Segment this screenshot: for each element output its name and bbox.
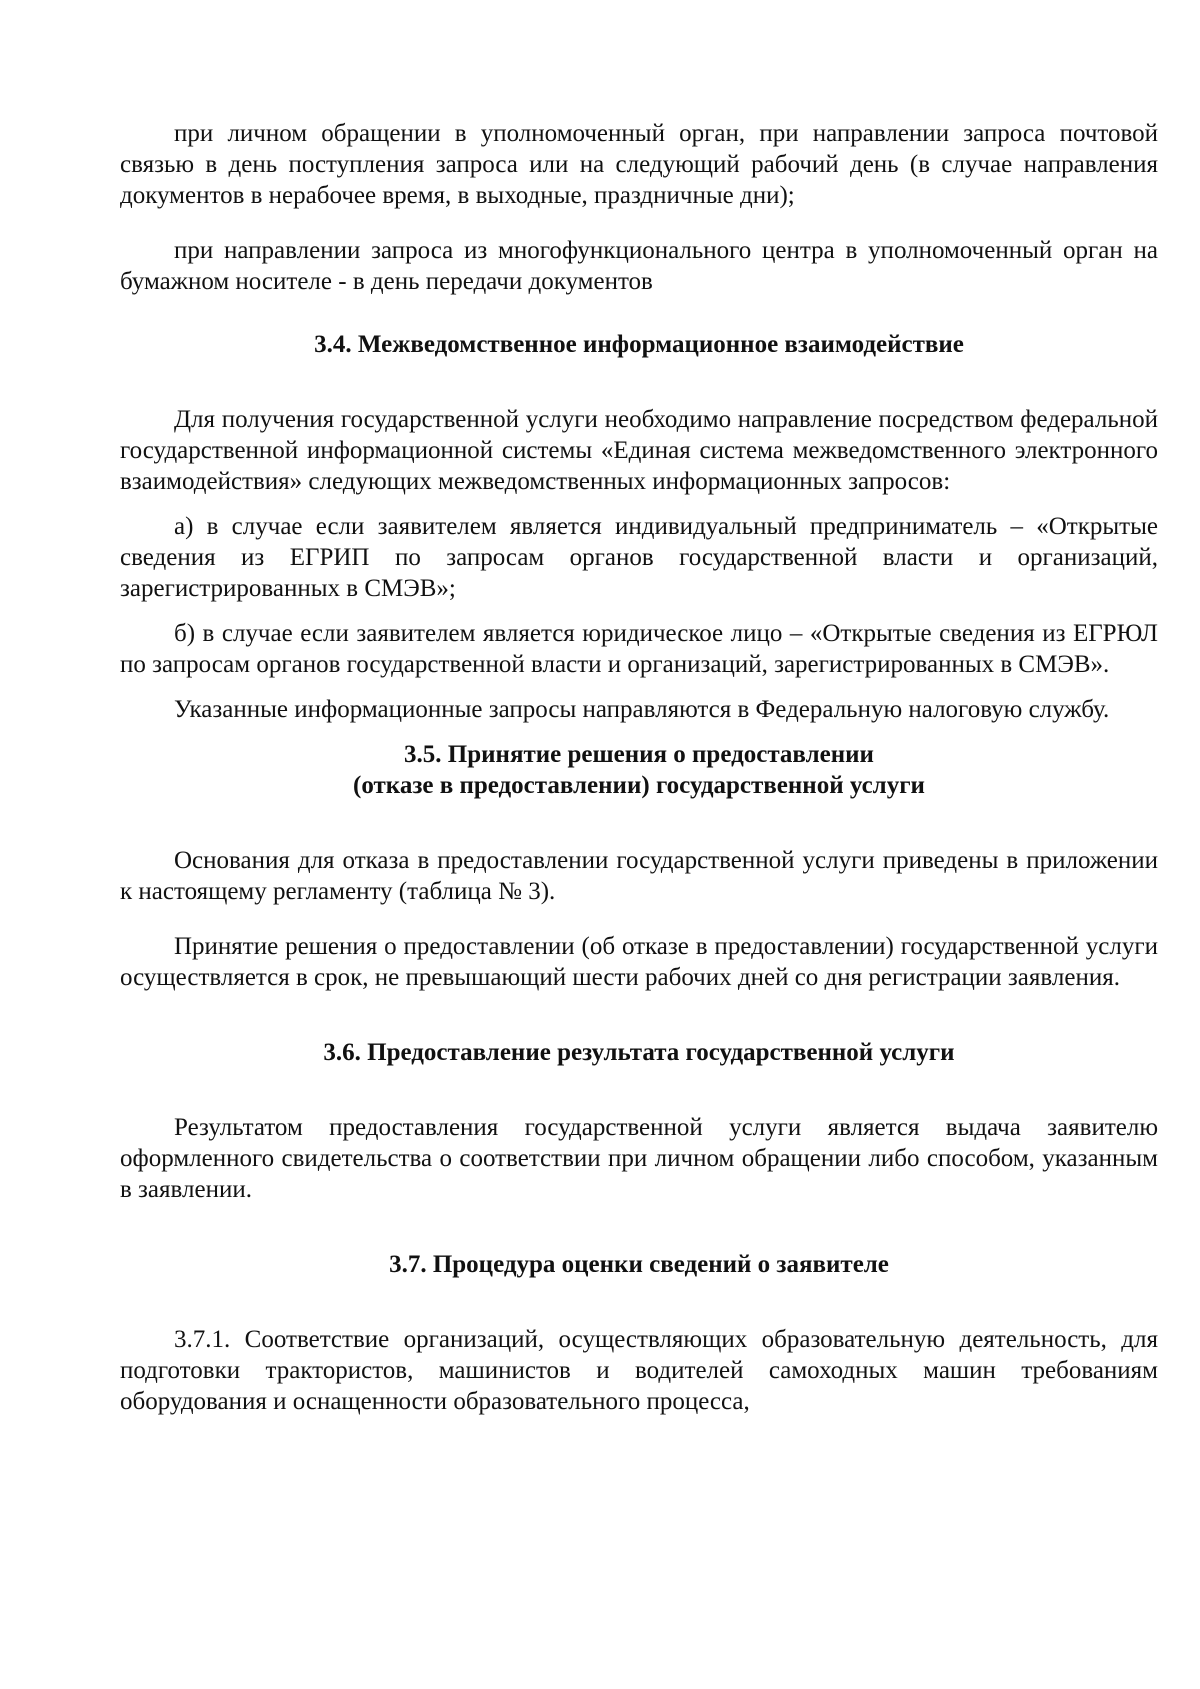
heading-section-3-6: 3.6. Предоставление результата государственной услуги	[323, 1039, 955, 1066]
heading-section-3-5-line1: 3.5. Принятие решения о предоставлении	[404, 741, 874, 768]
paragraph-3-5-decision-term: Принятие решения о предоставлении (об отказе в предоставлении) государственной услуги осуществляется в срок, не превышающий шести рабочих дней со дня регистрации заявления.	[120, 933, 1158, 991]
paragraph-3-6-result: Результатом предоставления государственной услуги является выдача заявителю оформленного свидетельства о соответствии при личном обращении либо способом, указанным в заявлении.	[120, 1114, 1158, 1203]
paragraph-3-4-item-a: а) в случае если заявителем является индивидуальный предприниматель – «Открытые сведения из ЕГРИП по запросам органов государственной власти и организаций, зарегистрированных в СМЭВ»;	[120, 513, 1158, 602]
heading-section-3-4: 3.4. Межведомственное информационное взаимодействие	[314, 331, 964, 358]
paragraph-3-5-refusal-grounds: Основания для отказа в предоставлении государственной услуги приведены в приложении к настоящему регламенту (таблица № 3).	[120, 847, 1158, 905]
document-page	[120, 118, 1158, 1417]
paragraph-3-7-1: 3.7.1. Соответствие организаций, осуществляющих образовательную деятельность, для подготовки трактористов, машинистов и водителей самоходных машин требованиям оборудования и оснащенности образовательного процесса,	[120, 1326, 1158, 1415]
paragraph-3-4-item-b: б) в случае если заявителем является юридическое лицо – «Открытые сведения из ЕГРЮЛ по запросам органов государственной власти и организаций, зарегистрированных в СМЭВ».	[120, 620, 1158, 678]
paragraph-mfc-request: при направлении запроса из многофункционального центра в уполномоченный орган на бумажном носителе - в день передачи документов	[120, 237, 1158, 295]
paragraph-3-4-tax-service: Указанные информационные запросы направляются в Федеральную налоговую службу.	[174, 696, 1110, 723]
heading-section-3-5-line2: (отказе в предоставлении) государственной услуги	[353, 772, 925, 799]
paragraph-personal-appeal: при личном обращении в уполномоченный орган, при направлении запроса почтовой связью в день поступления запроса или на следующий рабочий день (в случае направления документов в нерабочее время, в выходные, праздничные дни);	[120, 120, 1158, 209]
heading-section-3-7: 3.7. Процедура оценки сведений о заявителе	[389, 1251, 889, 1278]
paragraph-3-4-intro: Для получения государственной услуги необходимо направление посредством федеральной государственной информационной системы «Единая система межведомственного электронного взаимодействия» следующих межведомственных информационных запросов:	[120, 406, 1158, 495]
